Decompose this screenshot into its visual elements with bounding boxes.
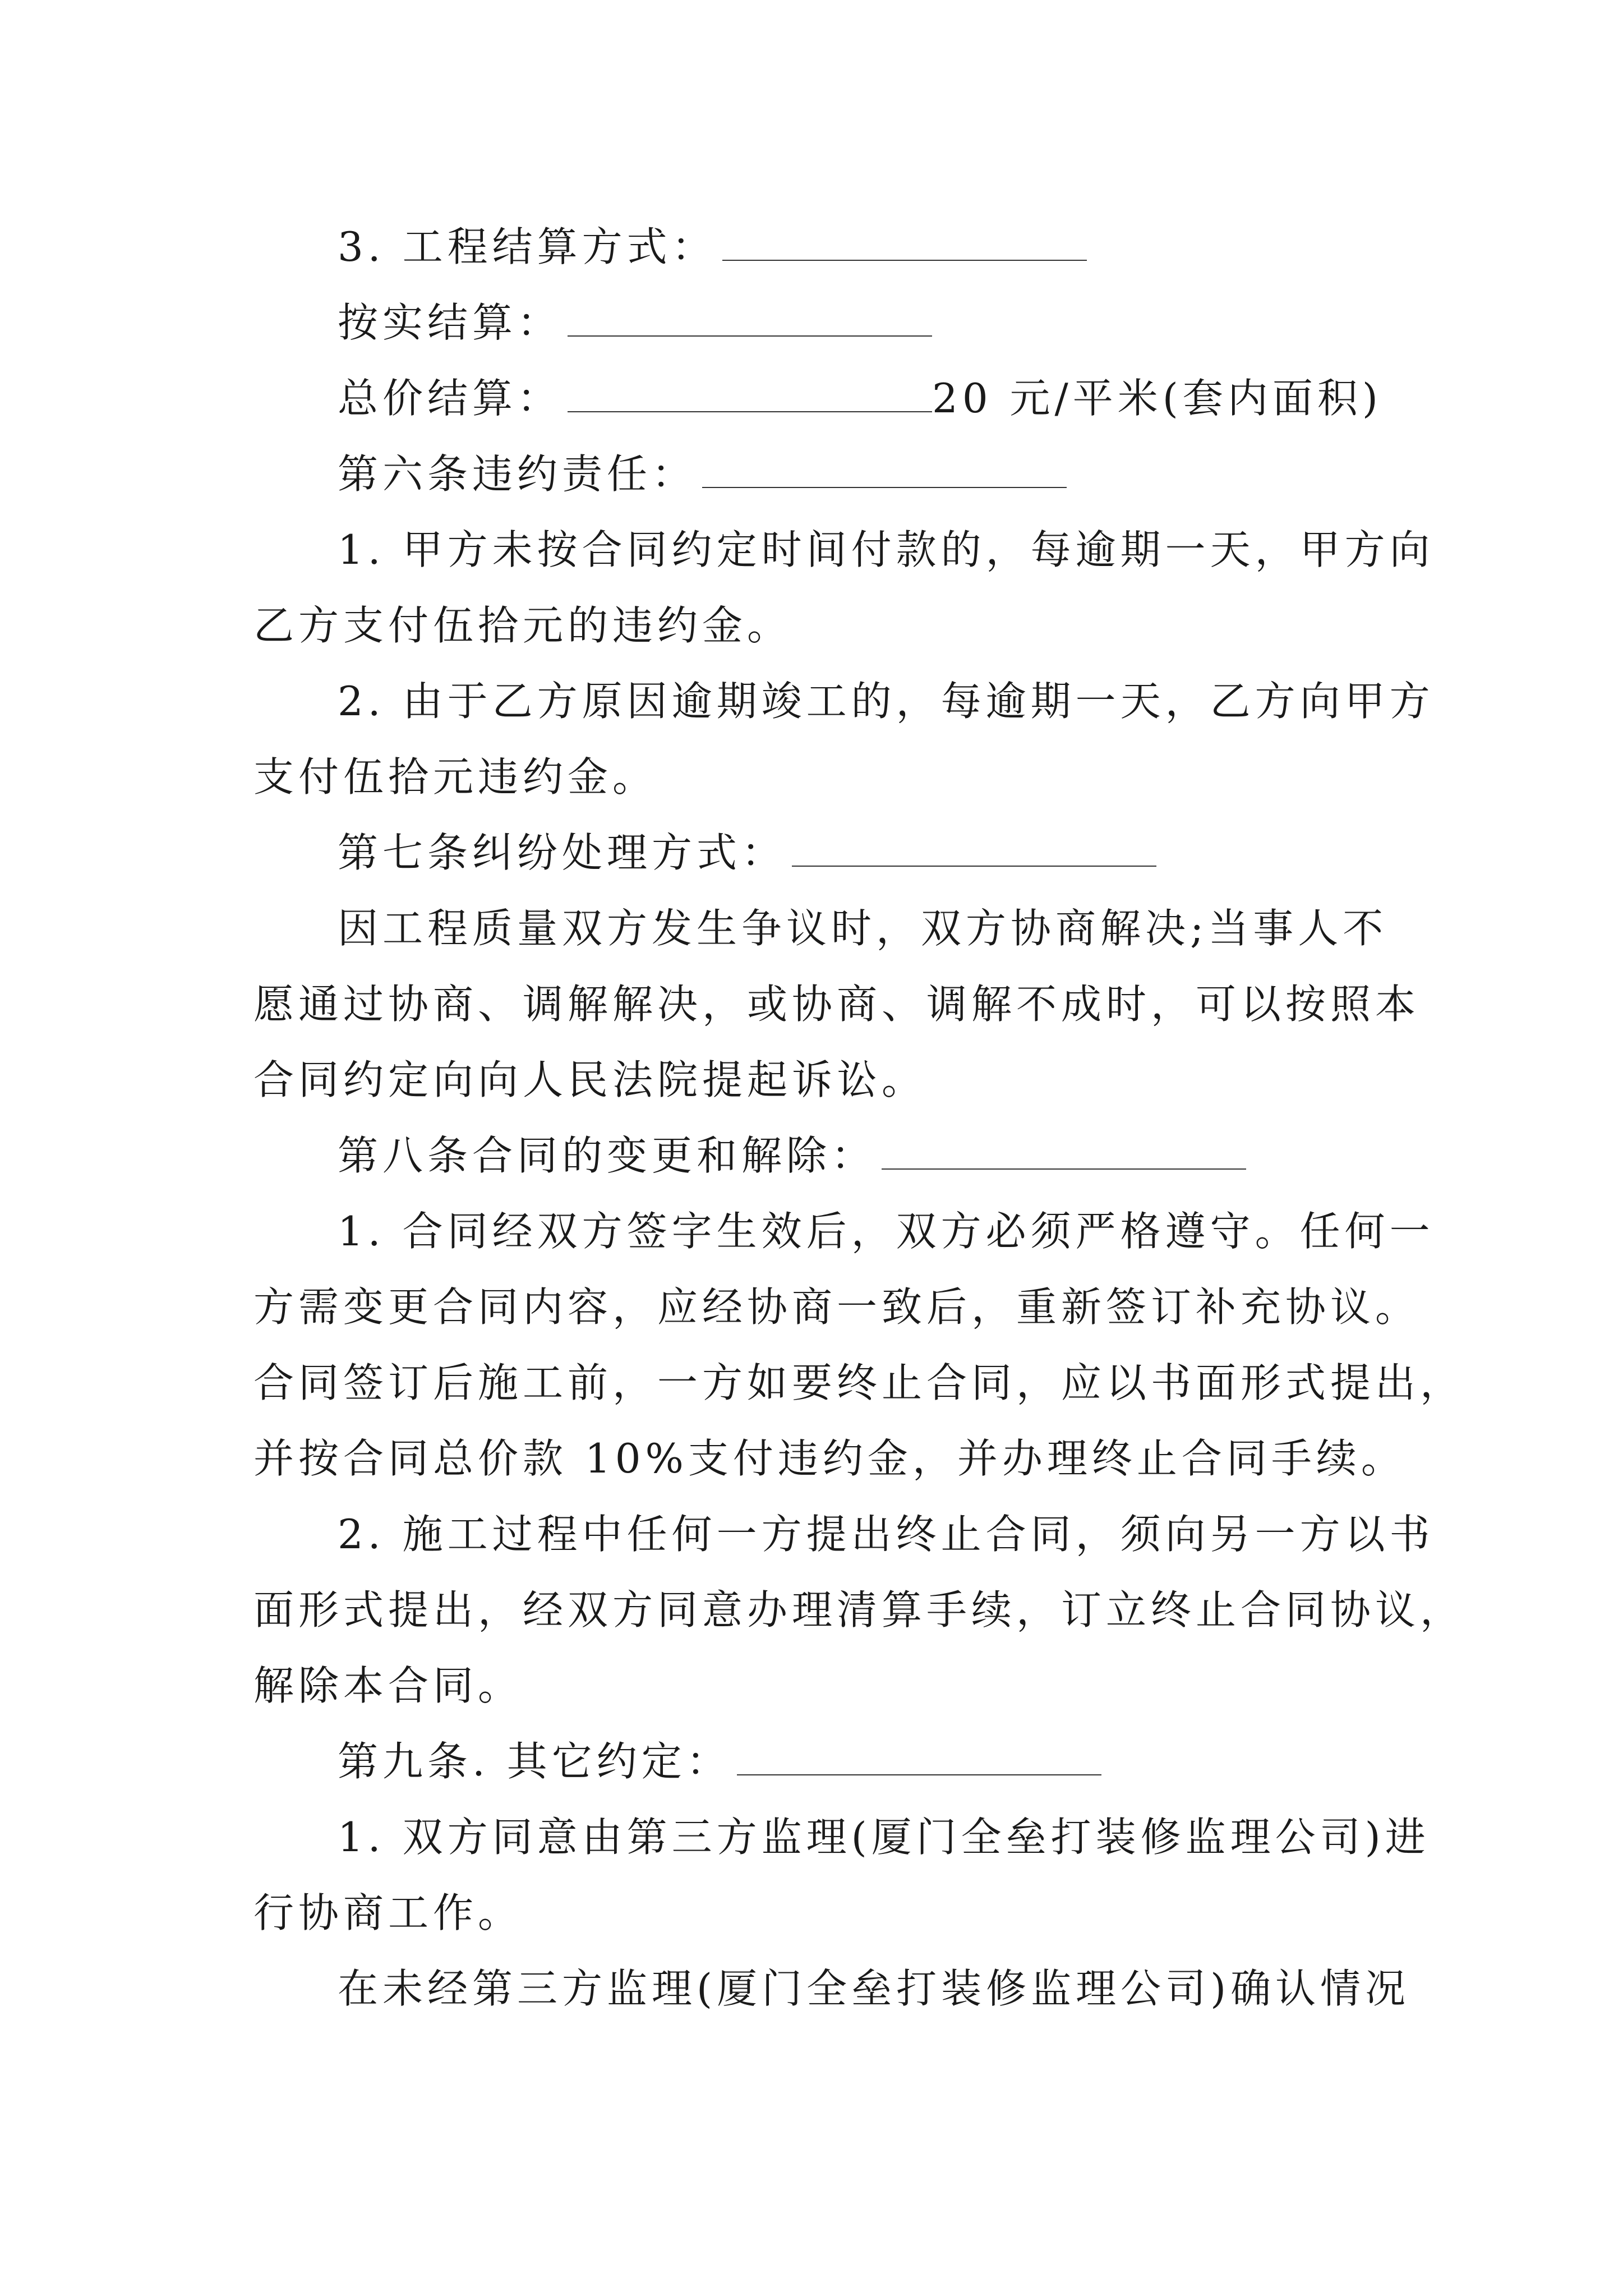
line-settlement-method (253, 222, 1398, 272)
fill-blank (568, 410, 932, 412)
price-text: 20 元/平米(套内面积) (932, 375, 1382, 422)
fill-blank (702, 486, 1067, 488)
article-8-heading (253, 1130, 1398, 1181)
line-text: 按实结算： (338, 299, 562, 346)
fill-blank (792, 864, 1156, 867)
paragraph-line: 1. 双方同意由第三方监理(厦门全垒打装修监理公司)进 (338, 1814, 1430, 1861)
fill-blank (882, 1167, 1246, 1170)
paragraph-line: 面形式提出，经双方同意办理清算手续，订立终止合同协议， (253, 1586, 1465, 1634)
paragraph-line: 行协商工作。 (253, 1889, 523, 1936)
paragraph-line: 解除本合同。 (253, 1662, 523, 1709)
paragraph-line: 1. 甲方未按合同约定时间付款的，每逾期一天，甲方向 (338, 526, 1435, 573)
fill-blank (737, 1773, 1101, 1775)
article-7-heading (253, 827, 1398, 878)
paragraph-line: 在未经第三方监理(厦门全垒打装修监理公司)确认情况 (338, 1965, 1410, 2012)
paragraph-line: 方需变更合同内容，应经协商一致后，重新签订补充协议。 (253, 1283, 1421, 1331)
paragraph-line: 支付伍拾元违约金。 (253, 753, 658, 800)
paragraph-line: 并按合同总价款 10%支付违约金，并办理终止合同手续。 (253, 1435, 1406, 1482)
line-text: 第九条. 其它约定： (338, 1738, 731, 1785)
line-text: 3. 工程结算方式： (338, 223, 717, 270)
article-9-heading (253, 1736, 1398, 1787)
paragraph-line: 合同签订后施工前，一方如要终止合同，应以书面形式提出， (253, 1359, 1465, 1406)
paragraph-line: 合同约定向向人民法院提起诉讼。 (253, 1056, 927, 1103)
paragraph-line: 愿通过协商、调解解决，或协商、调解不成时，可以按照本 (253, 981, 1421, 1028)
paragraph-line: 乙方支付伍拾元的违约金。 (253, 602, 792, 649)
line-total-settlement (253, 373, 1398, 424)
fill-blank (722, 259, 1087, 261)
fill-blank (568, 334, 932, 337)
line-text: 第六条违约责任： (338, 450, 697, 498)
line-text: 总价结算： (338, 375, 562, 422)
paragraph-line: 1. 合同经双方签字生效后，双方必须严格遵守。任何一 (338, 1208, 1435, 1255)
paragraph-line: 2. 由于乙方原因逾期竣工的，每逾期一天，乙方向甲方 (338, 678, 1435, 725)
line-text: 第八条合同的变更和解除： (338, 1132, 877, 1179)
paragraph-line: 因工程质量双方发生争议时，双方协商解决;当事人不 (338, 905, 1388, 952)
paragraph-line: 2. 施工过程中任何一方提出终止合同，须向另一方以书 (338, 1511, 1435, 1558)
article-6-heading (253, 449, 1398, 499)
line-text: 第七条纠纷处理方式： (338, 829, 787, 876)
line-actual-settlement (253, 297, 1398, 348)
